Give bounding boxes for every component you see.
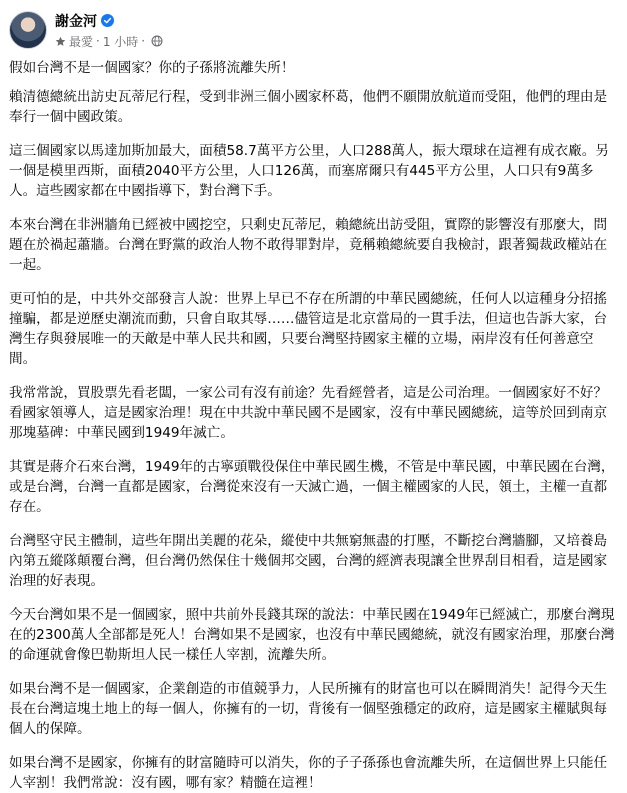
post-paragraph: 如果台灣不是一個國家，企業創造的市值競爭力，人民所擁有的財富也可以在瞬間消失！記得今天生長在台灣這塊土地上的每一個人，你擁有的一切，背後有一個堅強穩定的政府，這是國家主權賦與每個人的保障。	[9, 681, 608, 737]
post-paragraph: 本來台灣在非洲牆角已經被中國挖空，只剩史瓦蒂尼，賴總統出訪受阻，實際的影響沒有那麼大，問題在於禍起蕭牆。台灣在野黨的政治人物不敢得罪對岸，竟稱賴總統要自我檢討，跟著獨裁政權站在一起。	[9, 217, 608, 273]
post-subtitle	[55, 33, 163, 50]
post-paragraph: 今天台灣如果不是一個國家，照中共前外長錢其琛的說法：中華民國在1949年已經滅亡，那麼台灣現在的2300萬人全部都是死人！台灣如果不是國家，也沒有中華民國總統，就沒有國家治理，那麼台灣的命運就會像巴勒斯坦人民一樣任人宰割，流離失所。	[9, 607, 615, 663]
post-paragraph: 這三個國家以馬達加斯加最大，面積58.7萬平方公里，人口288萬人，振大環球在這裡有成衣廠。另一個是模里西斯，面積2040平方公里，人口126萬，而塞席爾只有445平方公里，人口只有9萬多人。這些國家都在中國指導下，對台灣下手。	[9, 143, 609, 199]
author-name[interactable]: 謝金河	[55, 13, 97, 30]
post-paragraph: 賴清德總統出訪史瓦蒂尼行程，受到非洲三個小國家杯葛，他們不願開放航道而受阻，他們的理由是奉行一個中國政策。	[9, 89, 608, 125]
post-paragraph: 如果台灣不是國家，你擁有的財富隨時可以消失，你的子子孫孫也會流離失所，在這個世界上只能任人宰割！我們常說：沒有國，哪有家？精髓在這裡！	[9, 755, 608, 791]
post-paragraph: 更可怕的是，中共外交部發言人說：世界上早已不存在所謂的中華民國總統，任何人以這種身分招搖撞騙，都是逆歷史潮流而動，只會自取其辱……儘管這是北京當局的一貫手法，但這也告訴大家，台灣生存與發展唯一的天敵是中華人民共和國，只要台灣堅持國家主權的立場，兩岸沒有任何善意空間。	[9, 291, 608, 367]
separator-dot: ·	[141, 34, 146, 48]
star-icon	[55, 36, 66, 47]
post-timestamp[interactable]: 1 小時	[102, 34, 139, 49]
post-paragraph: 其實是蔣介石來台灣，1949年的古寧頭戰役保住中華民國生機，不管是中華民國，中華民國在台灣，或是台灣，台灣一直都是國家，台灣從來沒有一天滅亡過，一個主權國家的人民，領土，主權一直都存在。	[9, 459, 615, 515]
globe-icon[interactable]	[151, 35, 163, 47]
post-paragraph: 我常常說，買股票先看老闆，一家公司有沒有前途？先看經營者，這是公司治理。一個國家好不好？看國家領導人，這是國家治理！現在中共說中華民國不是國家，沒有中華民國總統，這等於回到南京那塊墓碑：中華民國到1949年滅亡。	[9, 385, 608, 441]
separator-dot: ·	[96, 34, 100, 48]
post-header	[9, 10, 615, 50]
verified-badge-icon	[101, 14, 114, 27]
post-paragraph: 台灣堅守民主體制，這些年開出美麗的花朵，縱使中共無窮無盡的打壓，不斷挖台灣牆腳，又培養島內第五縱隊顛覆台灣，但台灣仍然保住十幾個邦交國，台灣的經濟表現讓全世界刮目相看，這是國家治理的好表現。	[9, 533, 608, 589]
post-paragraph: 假如台灣不是一個國家？你的子孫將流離失所！	[9, 60, 295, 76]
author-row	[55, 11, 163, 31]
author-avatar[interactable]	[9, 11, 47, 49]
post-meta	[55, 11, 163, 50]
favorites-label[interactable]: 最愛	[69, 34, 94, 49]
post-body	[9, 58, 615, 793]
